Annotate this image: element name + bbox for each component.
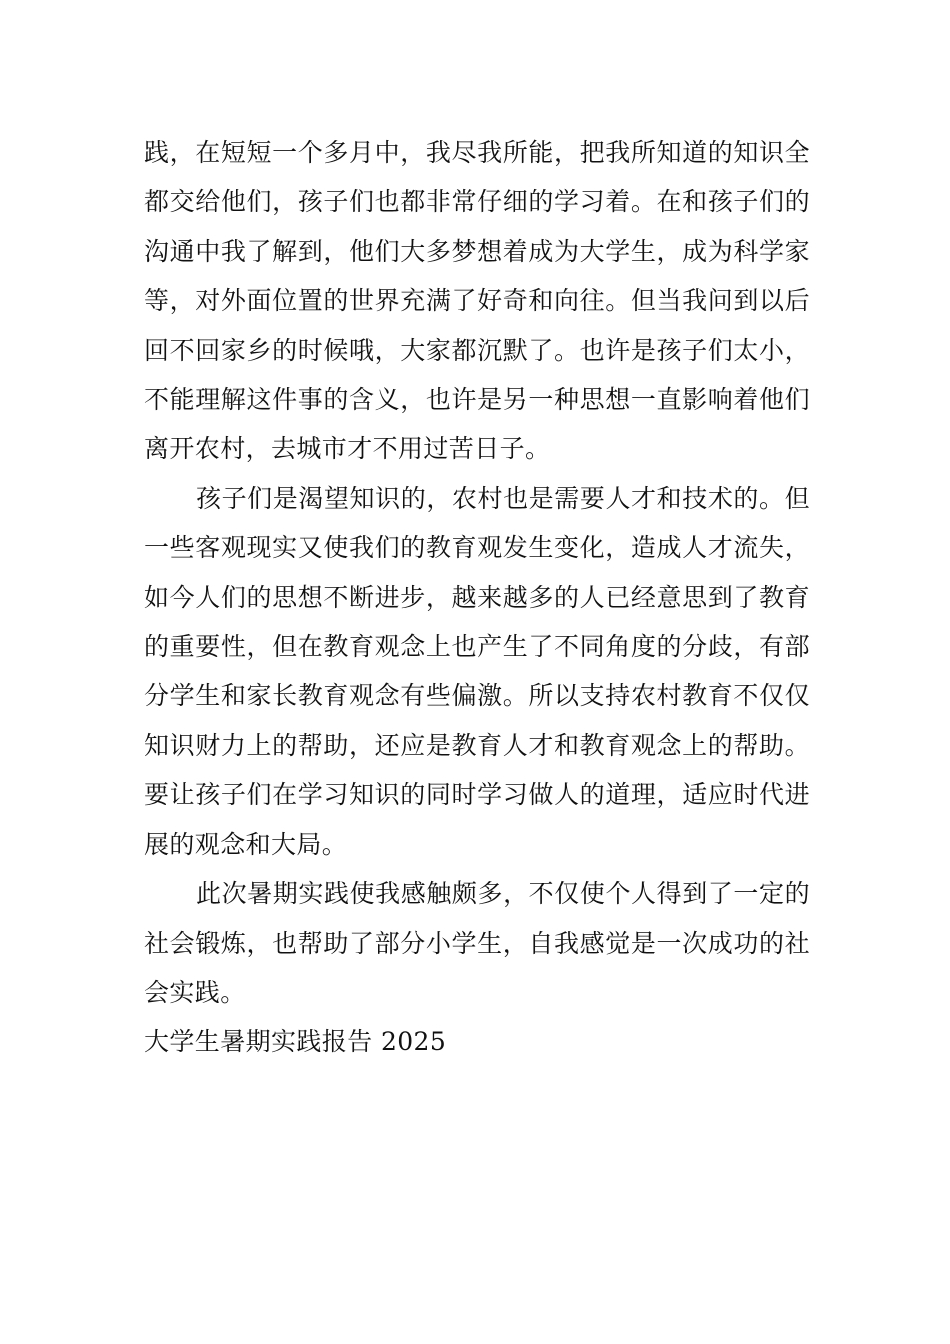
document-body — [144, 128, 810, 1067]
document-title-line: 大学生暑期实践报告 2025 — [144, 1027, 447, 1057]
paragraph-conclusion: 此次暑期实践使我感触颇多，不仅使个人得到了一定的社会锻炼，也帮助了部分小学生，自我感觉是一次成功的社会实践。 — [144, 879, 810, 1007]
paragraph-education: 孩子们是渴望知识的，农村也是需要人才和技术的。但一些客观现实又使我们的教育观发生变化，造成人才流失，如今人们的思想不断进步，越来越多的人已经意思到了教育的重要性，但在教育观念上也产生了不同角度的分歧，有部分学生和家长教育观念有些偏激。所以支持农村教育不仅仅知识财力上的帮助，还应是教育人才和教育观念上的帮助。要让孩子们在学习知识的同时学习做人的道理，适应时代进展的观念和大局。 — [144, 483, 810, 859]
paragraph-continuation: 践，在短短一个多月中，我尽我所能，把我所知道的知识全都交给他们，孩子们也都非常仔细的学习着。在和孩子们的沟通中我了解到，他们大多梦想着成为大学生，成为科学家等，对外面位置的世界充满了好奇和向往。但当我问到以后回不回家乡的时候哦，大家都沉默了。也许是孩子们太小，不能理解这件事的含义，也许是另一种思想一直影响着他们离开农村，去城市才不用过苦日子。 — [144, 138, 810, 464]
